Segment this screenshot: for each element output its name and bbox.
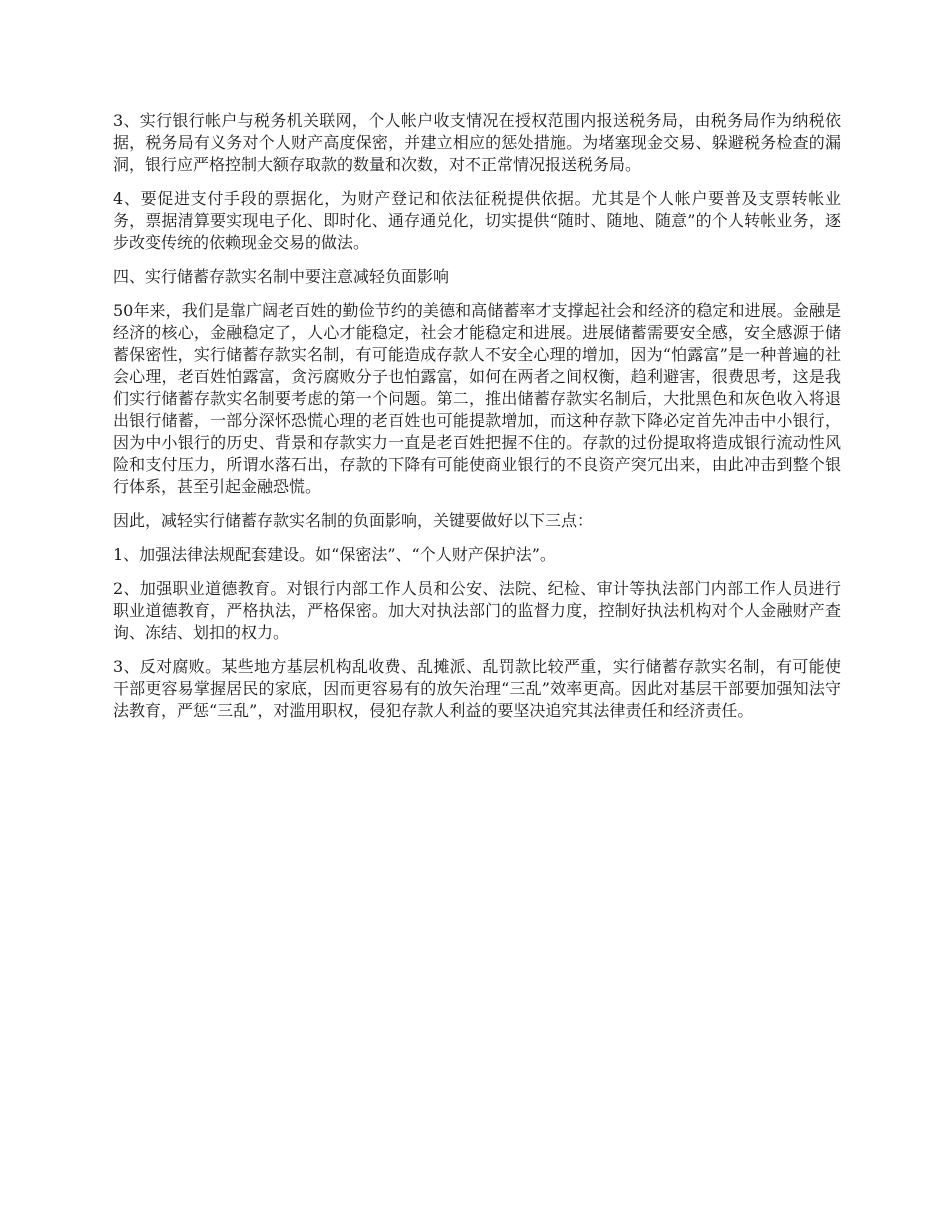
paragraph-point-2-ethics: 2、加强职业道德教育。对银行内部工作人员和公安、法院、纪检、审计等执法部门内部工作人员进行职业道德教育，严格执法，严格保密。加大对执法部门的监督力度，控制好执法机构对个人金融财产查询、冻结、划扣的权力。 bbox=[113, 579, 841, 642]
section-heading-4: 四、实行储蓄存款实名制中要注意减轻负面影响 bbox=[113, 267, 450, 286]
paragraph-point-3-anti-corruption: 3、反对腐败。某些地方基层机构乱收费、乱摊派、乱罚款比较严重，实行储蓄存款实名制，有可能使干部更容易掌握居民的家底，因而更容易有的放矢治理“三乱”效率更高。因此对基层干部要加强知法守法教育，严惩“三乱”，对滥用职权，侵犯存款人利益的要坚决追究其法律责任和经济责任。 bbox=[113, 657, 841, 720]
paragraph-50-years: 50年来，我们是靠广阔老百姓的勤俭节约的美德和高储蓄率才支撑起社会和经济的稳定和进展。金融是经济的核心，金融稳定了，人心才能稳定，社会才能稳定和进展。进展储蓄需要安全感，安全感源于储蓄保密性，实行储蓄存款实名制，有可能造成存款人不安全心理的增加，因为“怕露富”是一种普遍的社会心理，老百姓怕露富，贪污腐败分子也怕露富，如何在两者之间权衡，趋利避害，很费思考，这是我们实行储蓄存款实名制要考虑的第一个问题。第二，推出储蓄存款实名制后，大批黑色和灰色收入将退出银行储蓄，一部分深怀恐慌心理的老百姓也可能提款增加，而这种存款下降必定首先冲击中小银行，因为中小银行的历史、背景和存款实力一直是老百姓把握不住的。存款的过份提取将造成银行流动性风险和支付压力，所谓水落石出，存款的下降有可能使商业银行的不良资产突冗出来，由此冲击到整个银行体系，甚至引起金融恐慌。 bbox=[113, 301, 841, 496]
paragraph-point-1-legislation: 1、加强法律法规配套建设。如“保密法”、“个人财产保护法”。 bbox=[113, 545, 556, 564]
document-body bbox=[113, 110, 841, 734]
paragraph-item-4-payment-instruments: 4、要促进支付手段的票据化，为财产登记和依法征税提供依据。尤其是个人帐户要普及支票转帐业务，票据清算要实现电子化、即时化、通存通兑化，切实提供“随时、随地、随意”的个人转帐业务，逐步改变传统的依赖现金交易的做法。 bbox=[113, 189, 841, 252]
paragraph-three-points-intro: 因此，减轻实行储蓄存款实名制的负面影响，关键要做好以下三点： bbox=[113, 511, 594, 530]
paragraph-item-3-bank-tax-link: 3、实行银行帐户与税务机关联网，个人帐户收支情况在授权范围内报送税务局，由税务局作为纳税依据，税务局有义务对个人财产高度保密，并建立相应的惩处措施。为堵塞现金交易、躲避税务检查的漏洞，银行应严格控制大额存取款的数量和次数，对不正常情况报送税务局。 bbox=[113, 111, 841, 174]
